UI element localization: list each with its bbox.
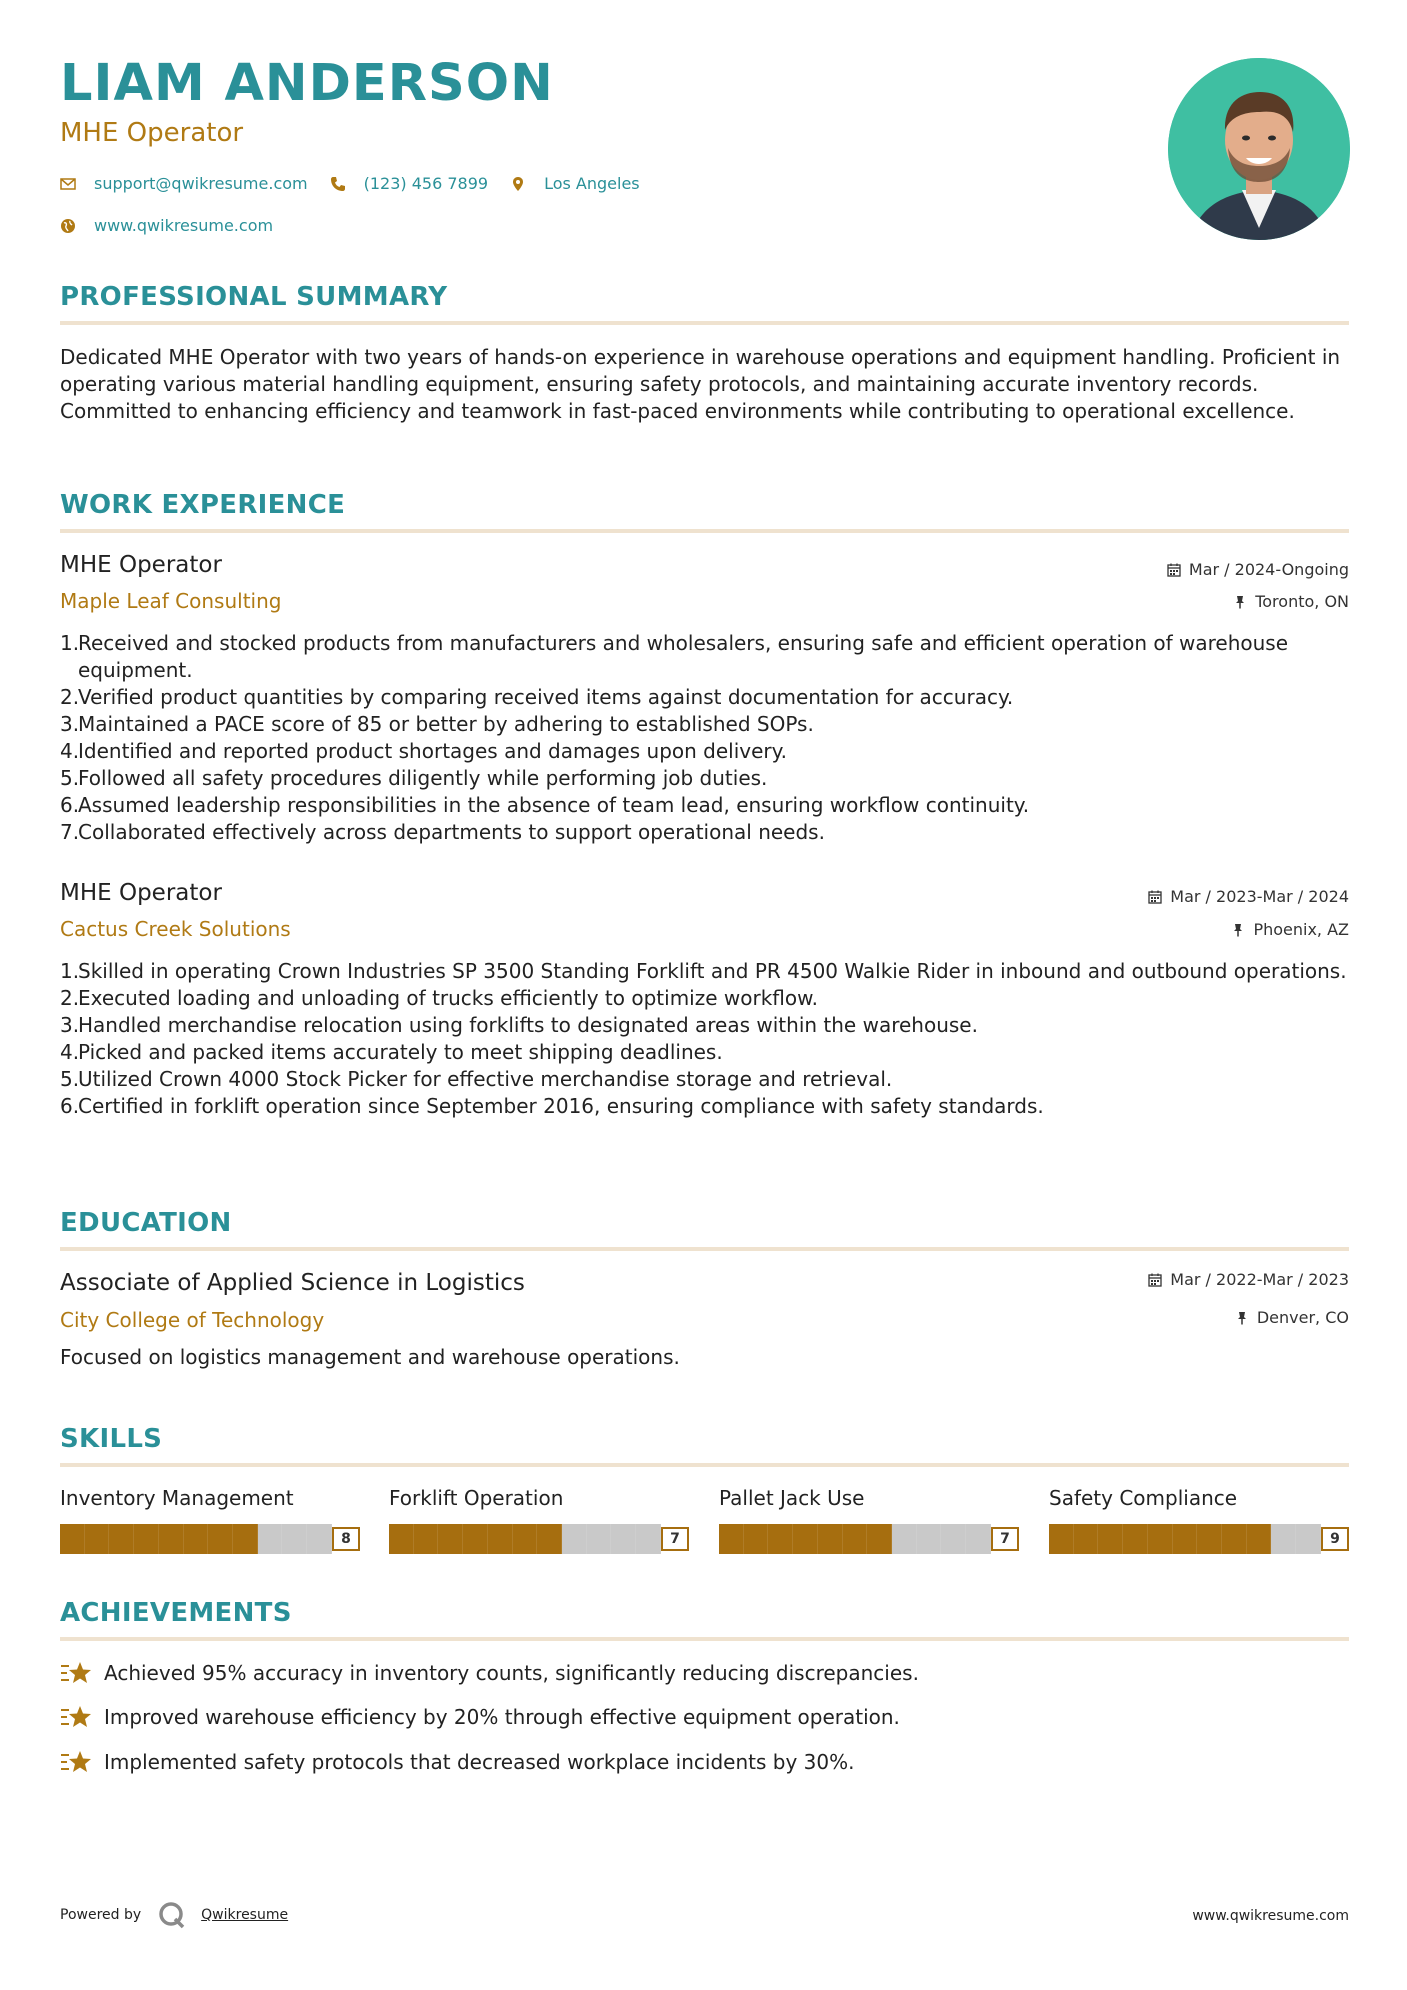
job-company: Cactus Creek Solutions (60, 917, 291, 941)
section-divider (60, 1463, 1349, 1467)
candidate-role: MHE Operator (60, 118, 244, 148)
job-location-text: Phoenix, AZ (1253, 920, 1349, 939)
calendar-icon (1148, 1273, 1162, 1287)
skill-level-segment (636, 1524, 661, 1554)
skill-name: Pallet Jack Use (719, 1486, 865, 1510)
skill-level-segment (537, 1524, 562, 1554)
skill-level-segment (85, 1524, 110, 1554)
job-title: MHE Operator (60, 552, 222, 578)
skill-level-segment (184, 1524, 209, 1554)
list-item: 2. Verified product quantities by comparing received items against documentation for accuracy. (60, 685, 1014, 709)
contact-phone[interactable] (330, 174, 488, 193)
achievement-item (60, 1704, 900, 1730)
list-item: 4. Picked and packed items accurately to meet shipping deadlines. (60, 1040, 723, 1064)
phone-icon (330, 176, 346, 192)
list-item: 1. Skilled in operating Crown Industries SP 3500 Standing Forklift and PR 4500 Walkie Rider in inbound and outbound operations. (60, 959, 1347, 983)
list-item: 5. Utilized Crown 4000 Stock Picker for effective merchandise storage and retrieval. (60, 1067, 893, 1091)
skill-level-segment (1173, 1524, 1198, 1554)
star-badge-icon (60, 1749, 92, 1775)
contact-row-website (60, 216, 295, 235)
list-item: 4. Identified and reported product shortages and damages upon delivery. (60, 739, 787, 763)
skill-item (1049, 1486, 1349, 1547)
globe-icon (60, 218, 76, 234)
job-dates (1148, 889, 1349, 905)
skill-level-segment (1222, 1524, 1247, 1554)
calendar-icon (1148, 890, 1162, 904)
skill-level-segment (611, 1524, 636, 1554)
skill-level-segment (513, 1524, 538, 1554)
achievement-text: Implemented safety protocols that decreased workplace incidents by 30%. (104, 1750, 855, 1774)
achievement-text: Achieved 95% accuracy in inventory counts, significantly reducing discrepancies. (104, 1661, 919, 1685)
pushpin-icon (1233, 595, 1247, 609)
skill-name: Forklift Operation (389, 1486, 564, 1510)
contact-row (60, 174, 662, 193)
achievements-heading: ACHIEVEMENTS (60, 1598, 292, 1628)
job-dates (1167, 562, 1349, 578)
skill-level-segment (587, 1524, 612, 1554)
skill-name: Safety Compliance (1049, 1486, 1238, 1510)
list-item: 1. Received and stocked products from manufacturers and wholesalers, ensuring safe and efficient operation of warehouse equipment. (60, 631, 1289, 682)
experience-heading: WORK EXPERIENCE (60, 490, 346, 520)
job-title: MHE Operator (60, 880, 222, 906)
skill-level-bar (719, 1524, 1019, 1554)
star-badge-icon (60, 1704, 92, 1730)
achievement-item (60, 1660, 919, 1686)
skill-level-segment (159, 1524, 184, 1554)
degree-title: Associate of Applied Science in Logistics (60, 1270, 525, 1296)
list-item: 2. Executed loading and unloading of trucks efficiently to optimize workflow. (60, 986, 818, 1010)
list-item: 7. Collaborated effectively across departments to support operational needs. (60, 820, 825, 844)
skill-level-segment (414, 1524, 439, 1554)
resume-page (60, 0, 1349, 1990)
education-dates-text: Mar / 2022-Mar / 2023 (1170, 1270, 1349, 1289)
skill-level-segment (307, 1524, 332, 1554)
pushpin-icon (1235, 1311, 1249, 1325)
skill-level-segment (719, 1524, 744, 1554)
section-divider (60, 1637, 1349, 1641)
skill-level-segment (233, 1524, 258, 1554)
skill-item (389, 1486, 689, 1547)
envelope-icon (60, 176, 76, 192)
skill-level-segment (208, 1524, 233, 1554)
contact-location (510, 174, 640, 193)
skill-level-segment (134, 1524, 159, 1554)
skill-level-segment (282, 1524, 307, 1554)
map-marker-icon (510, 176, 526, 192)
skill-level-segment (1074, 1524, 1099, 1554)
website-text: www.qwikresume.com (94, 216, 274, 235)
education-description: Focused on logistics management and warehouse operations. (60, 1345, 680, 1369)
education-location (1235, 1310, 1349, 1326)
job-dates-text: Mar / 2024-Ongoing (1188, 560, 1349, 579)
job-location-text: Toronto, ON (1255, 592, 1349, 611)
job-responsibilities (60, 630, 1349, 846)
skill-level-segment (438, 1524, 463, 1554)
skill-level-bar (1049, 1524, 1349, 1554)
skill-level-segment (463, 1524, 488, 1554)
skill-level-segment (1049, 1524, 1074, 1554)
list-item: 6. Assumed leadership responsibilities in the absence of team lead, ensuring workflow continuity. (60, 793, 1030, 817)
location-text: Los Angeles (544, 174, 640, 193)
skill-level-segment (562, 1524, 587, 1554)
education-location-text: Denver, CO (1256, 1308, 1349, 1327)
skill-level-segment (744, 1524, 769, 1554)
skill-level-segment (892, 1524, 917, 1554)
skill-level-segment (966, 1524, 991, 1554)
skill-level-segment (1098, 1524, 1123, 1554)
summary-text: Dedicated MHE Operator with two years of hands-on experience in warehouse operations and equipment handling. Proficient in operating various material handling equipment, ensuring safety protocols, and maintaining accurate inventory records. Committed to enhancing efficiency and teamwork in fast-paced environments while contributing to operational excellence. (60, 345, 1341, 423)
skill-level-segment (867, 1524, 892, 1554)
skill-score: 7 (991, 1527, 1019, 1551)
pushpin-icon (1231, 923, 1245, 937)
skill-level-segment (1247, 1524, 1272, 1554)
school-name: City College of Technology (60, 1308, 325, 1332)
skill-level-segment (1271, 1524, 1296, 1554)
skill-level-segment (1197, 1524, 1222, 1554)
skill-level-segment (109, 1524, 134, 1554)
qwikresume-logo-icon (157, 1900, 187, 1930)
skill-level-segment (843, 1524, 868, 1554)
section-divider (60, 1247, 1349, 1251)
list-item: 6. Certified in forklift operation since September 2016, ensuring compliance with safety standards. (60, 1094, 1044, 1118)
skill-level-segment (1296, 1524, 1321, 1554)
phone-text: (123) 456 7899 (363, 174, 489, 193)
footer-url[interactable]: www.qwikresume.com (1192, 1908, 1349, 1924)
candidate-name: LIAM ANDERSON (60, 54, 554, 113)
section-divider (60, 321, 1349, 325)
skill-level-segment (1123, 1524, 1148, 1554)
skill-score: 8 (332, 1527, 360, 1551)
list-item: 3. Handled merchandise relocation using forklifts to designated areas within the warehouse. (60, 1013, 978, 1037)
footer-powered-by (60, 1900, 288, 1930)
brand-link[interactable]: Qwikresume (201, 1907, 289, 1923)
education-dates (1148, 1272, 1349, 1288)
skill-level-segment (1148, 1524, 1173, 1554)
skill-level-segment (917, 1524, 942, 1554)
job-responsibilities (60, 958, 1349, 1120)
contact-email[interactable] (60, 174, 308, 193)
job-location (1233, 594, 1349, 610)
skills-heading: SKILLS (60, 1424, 163, 1454)
skill-level-bar (60, 1524, 360, 1554)
contact-website[interactable] (60, 216, 273, 235)
star-badge-icon (60, 1660, 92, 1686)
calendar-icon (1167, 563, 1181, 577)
skill-level-segment (818, 1524, 843, 1554)
list-item: 3. Maintained a PACE score of 85 or better by adhering to established SOPs. (60, 712, 814, 736)
skill-level-segment (793, 1524, 818, 1554)
section-divider (60, 529, 1349, 533)
list-item: 5. Followed all safety procedures diligently while performing job duties. (60, 766, 768, 790)
email-text: support@qwikresume.com (94, 174, 308, 193)
achievement-item (60, 1749, 854, 1775)
skill-name: Inventory Management (60, 1486, 294, 1510)
powered-by-label: Powered by (60, 1907, 142, 1923)
skill-score: 7 (661, 1527, 689, 1551)
skill-level-segment (60, 1524, 85, 1554)
job-location (1231, 922, 1349, 938)
profile-photo (1168, 58, 1350, 240)
skill-level-segment (258, 1524, 283, 1554)
skill-level-segment (389, 1524, 414, 1554)
education-heading: EDUCATION (60, 1208, 232, 1238)
job-company: Maple Leaf Consulting (60, 589, 282, 613)
job-dates-text: Mar / 2023-Mar / 2024 (1170, 887, 1349, 906)
skill-level-bar (389, 1524, 689, 1554)
skill-item (719, 1486, 1019, 1547)
skill-level-segment (768, 1524, 793, 1554)
skill-score: 9 (1321, 1527, 1349, 1551)
achievement-text: Improved warehouse efficiency by 20% through effective equipment operation. (104, 1705, 900, 1729)
skill-item (60, 1486, 360, 1547)
summary-heading: PROFESSIONAL SUMMARY (60, 282, 448, 312)
skill-level-segment (488, 1524, 513, 1554)
skill-level-segment (941, 1524, 966, 1554)
